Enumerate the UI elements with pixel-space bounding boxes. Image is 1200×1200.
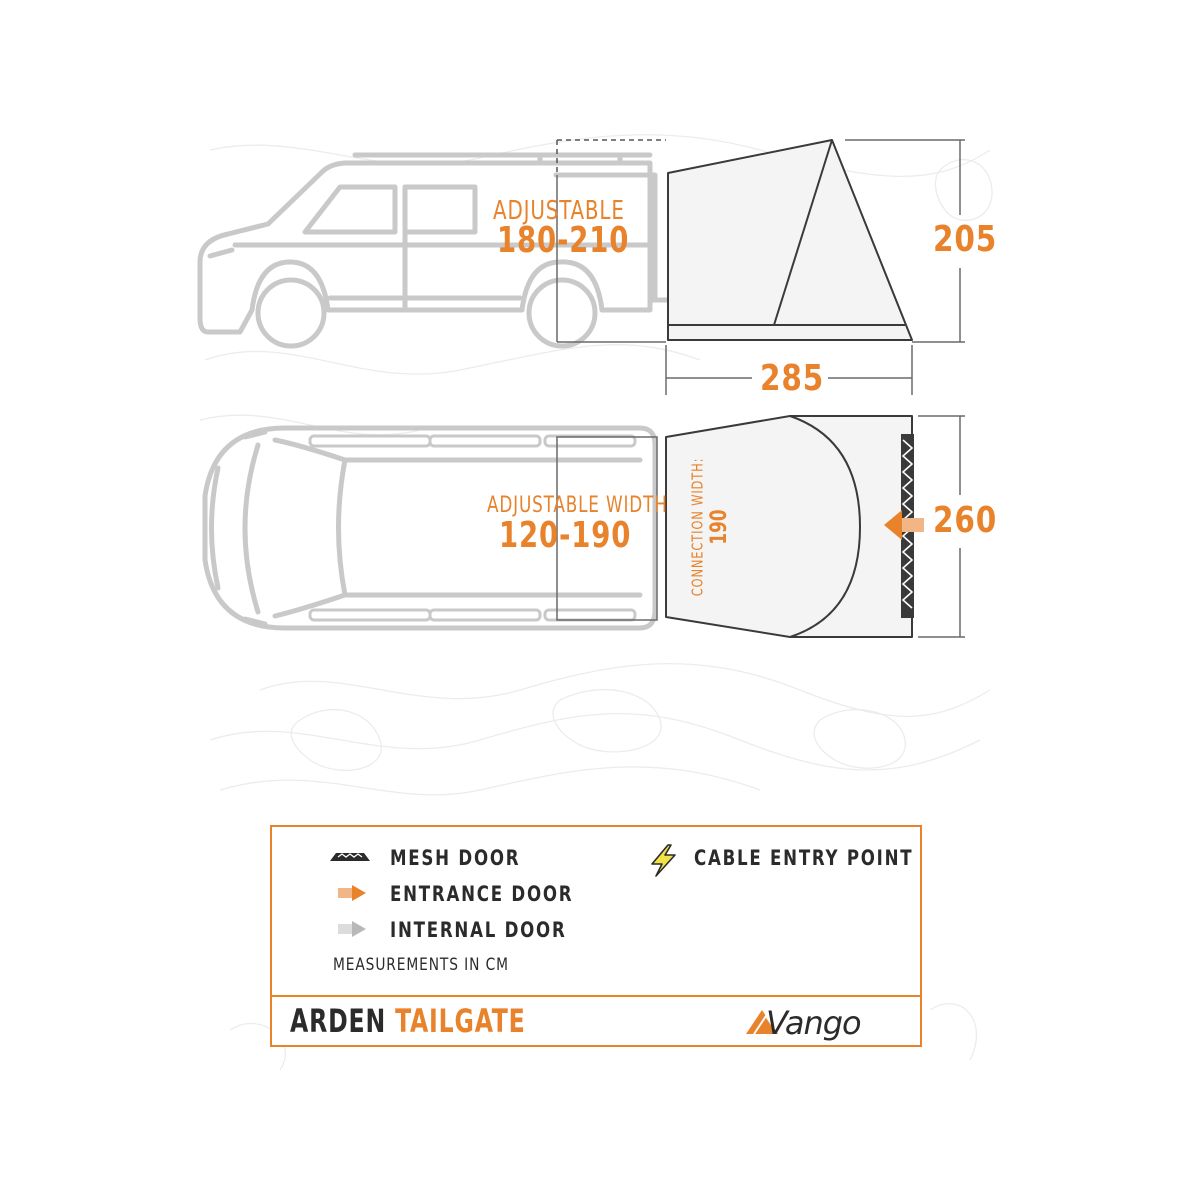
connection-width-value: 190: [707, 509, 732, 545]
product-name-part2: TAILGATE: [395, 1002, 526, 1040]
measurements-note: MEASUREMENTS IN CM: [333, 955, 509, 975]
product-name: [290, 1002, 526, 1040]
legend-divider: [270, 995, 922, 997]
adjustable-height-label: ADJUSTABLE: [493, 196, 625, 226]
product-name-part1: ARDEN: [290, 1002, 387, 1040]
height-dimension: 205: [933, 219, 998, 260]
legend-internal-door: INTERNAL DOOR: [390, 918, 567, 942]
length-dimension: 285: [760, 358, 825, 399]
legend-cable-entry-point: CABLE ENTRY POINT: [694, 846, 914, 870]
adjustable-height-value: 180-210: [497, 220, 630, 261]
adjustable-width-label: ADJUSTABLE WIDTH: [487, 493, 668, 518]
width-dimension: 260: [933, 500, 998, 541]
adjustable-width-value: 120-190: [499, 515, 632, 556]
brand-wordmark: Vango: [766, 1004, 861, 1042]
vango-logo: [742, 998, 892, 1048]
legend-entrance-door: ENTRANCE DOOR: [390, 882, 574, 906]
connection-width-label: CONNECTION WIDTH:: [688, 457, 707, 597]
legend-mesh-door: MESH DOOR: [390, 846, 521, 870]
